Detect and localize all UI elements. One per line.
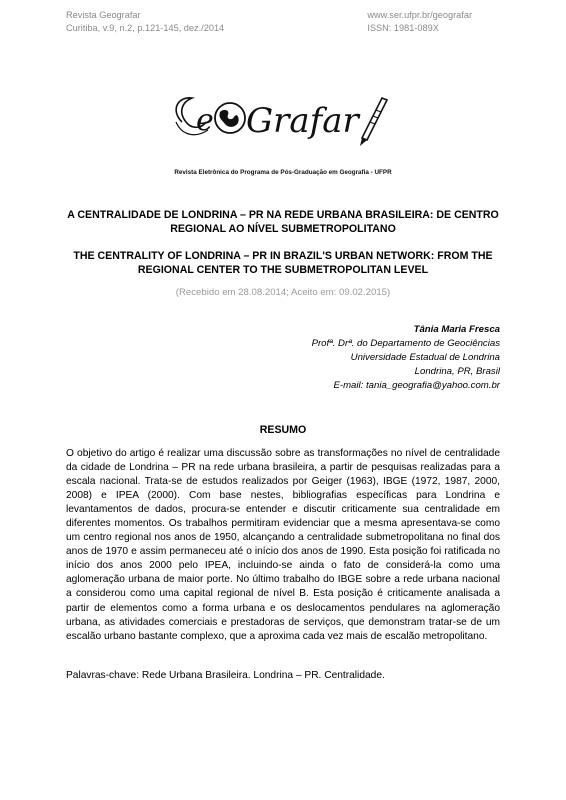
journal-issn: ISSN: 1981-089X — [367, 22, 439, 33]
journal-issue: Curitiba, v.9, n.2, p.121-145, dez./2014 — [66, 22, 225, 33]
journal-header-left — [66, 9, 224, 34]
author-block — [312, 323, 500, 393]
article-title-portuguese: A CENTRALIDADE DE LONDRINA – PR NA REDE URBANA BRASILEIRA: DE CENTRO REGIONAL AO NÍVEL SUBMETROPOLITANO — [67, 209, 499, 235]
author-position: Profª. Drª. do Departamento de Geociências — [311, 338, 500, 350]
pen-icon — [362, 98, 387, 140]
geografar-logo — [168, 88, 388, 152]
logo-wordmark: Grafar — [246, 101, 359, 141]
author-name: Tânia Maria Fresca — [413, 324, 500, 335]
article-title-english: THE CENTRALITY OF LONDRINA – PR IN BRAZIL'S URBAN NETWORK: FROM THE REGIONAL CENTER TO THE SUBMETROPOLITAN LEVEL — [73, 250, 493, 276]
journal-name: Revista Geografar — [66, 10, 141, 20]
author-institution: Universidade Estadual de Londrina — [350, 352, 500, 364]
keywords: Palavras-chave: Rede Urbana Brasileira. Londrina – PR. Centralidade. — [66, 670, 385, 681]
journal-subtitle: Revista Eletrônica do Programa de Pós-Graduação em Geografia - UFPR — [174, 169, 392, 176]
author-email: E-mail: tania_geografia@yahoo.com.br — [333, 380, 500, 392]
author-location: Londrina, PR, Brasil — [414, 366, 500, 378]
resumo-heading: RESUMO — [259, 424, 307, 436]
received-accepted-dates: (Recebido em 28.08.2014; Aceito em: 09.02.2015) — [175, 287, 391, 298]
abstract-text: O objetivo do artigo é realizar uma discussão sobre as transformações no nível de centralidade da cidade de Londrina – PR na rede urbana brasileira, a partir de pesquisas realizadas para a escala nacional. Trata-se de estudos realizados por Geiger (1963), IBGE (1972, 1987, 2000, 2008) e IPEA (2000). Com base nestes, bibliografias específicas para Londrina e levantamentos de dados, procura-se entender e discutir criticamente sua centralidade em diferentes momentos. Os trabalhos permitiram evidenciar que a mesma apresentava-se como um centro regional nos anos de 1950, alcançando a centralidade submetropolitana no final dos anos de 1970 e assim permaneceu até o início dos anos de 1990. Esta posição foi ratificada no início dos anos 2000 pelo IPEA, incluindo-se ainda o fato de considerá-la como uma aglomeração urbana de maior porte. No último trabalho do IBGE sobre a rede urbana nacional a considerou como uma capital regional de nível B. Esta posição é criticamente analisada a partir de elementos como a forma urbana e os deslocamentos pendulares na aglomeração urbana, as atividades comerciais e prestadoras de serviços, que demonstram tratar-se de um escalão urbano bastante complexo, que a aproxima cada vez mais de escalão metropolitano. — [66, 448, 500, 642]
logo-e-letter: e — [196, 103, 214, 138]
globe-icon — [215, 103, 245, 133]
journal-url: www.ser.ufpr.br/geografar — [367, 10, 472, 20]
journal-header-right — [367, 9, 472, 34]
